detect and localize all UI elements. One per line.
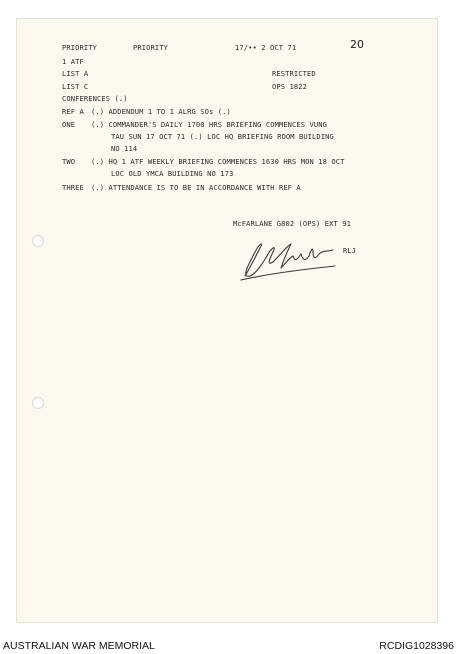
punch-hole-lower: [32, 397, 44, 409]
subject-line: CONFERENCES (.): [62, 94, 128, 103]
precedence-left: PRIORITY: [62, 43, 97, 52]
punch-hole-upper: [32, 235, 44, 247]
line-label-three: THREE: [62, 183, 84, 192]
action-addressee: LIST A: [62, 69, 89, 78]
page-number: 20: [350, 38, 364, 51]
typist-initials: RLJ: [343, 246, 357, 255]
ops-reference: OPS 1822: [272, 82, 307, 91]
message-line: (.) COMMANDER'S DAILY 1700 HRS BRIEFING COMMENCES VUNG: [91, 120, 328, 129]
footer-archive-name: AUSTRALIAN WAR MEMORIAL: [3, 640, 155, 652]
message-line: TAU SUN 17 OCT 71 (.) LOC HQ BRIEFING ROOM BUILDING: [111, 132, 334, 141]
line-label-one: ONE: [62, 120, 76, 129]
line-label-two: TWO: [62, 157, 76, 166]
originator-line: McFARLANE G802 (OPS) EXT 91: [233, 219, 352, 228]
precedence-right: PRIORITY: [133, 43, 168, 52]
classification: RESTRICTED: [272, 69, 316, 78]
from-line: 1 ATF: [62, 57, 84, 66]
footer-record-id: RCDIG1028396: [379, 640, 454, 652]
line-label-ref-a: REF A: [62, 107, 84, 116]
message-line: (.) ADDENDUM 1 TO 1 ALRG SOs (.): [91, 107, 231, 116]
handwritten-signature: [237, 236, 349, 282]
info-addressee: LIST C: [62, 82, 89, 91]
message-line: (.) ATTENDANCE IS TO BE IN ACCORDANCE WITH REF A: [91, 183, 301, 192]
date-time-group: 17/•• 2 OCT 71: [235, 43, 297, 52]
message-line: (.) HQ 1 ATF WEEKLY BRIEFING COMMENCES 1630 HRS MON 18 OCT: [91, 157, 345, 166]
message-line: NO 114: [111, 144, 138, 153]
message-line: LOC OLD YMCA BUILDING NO 173: [111, 169, 234, 178]
